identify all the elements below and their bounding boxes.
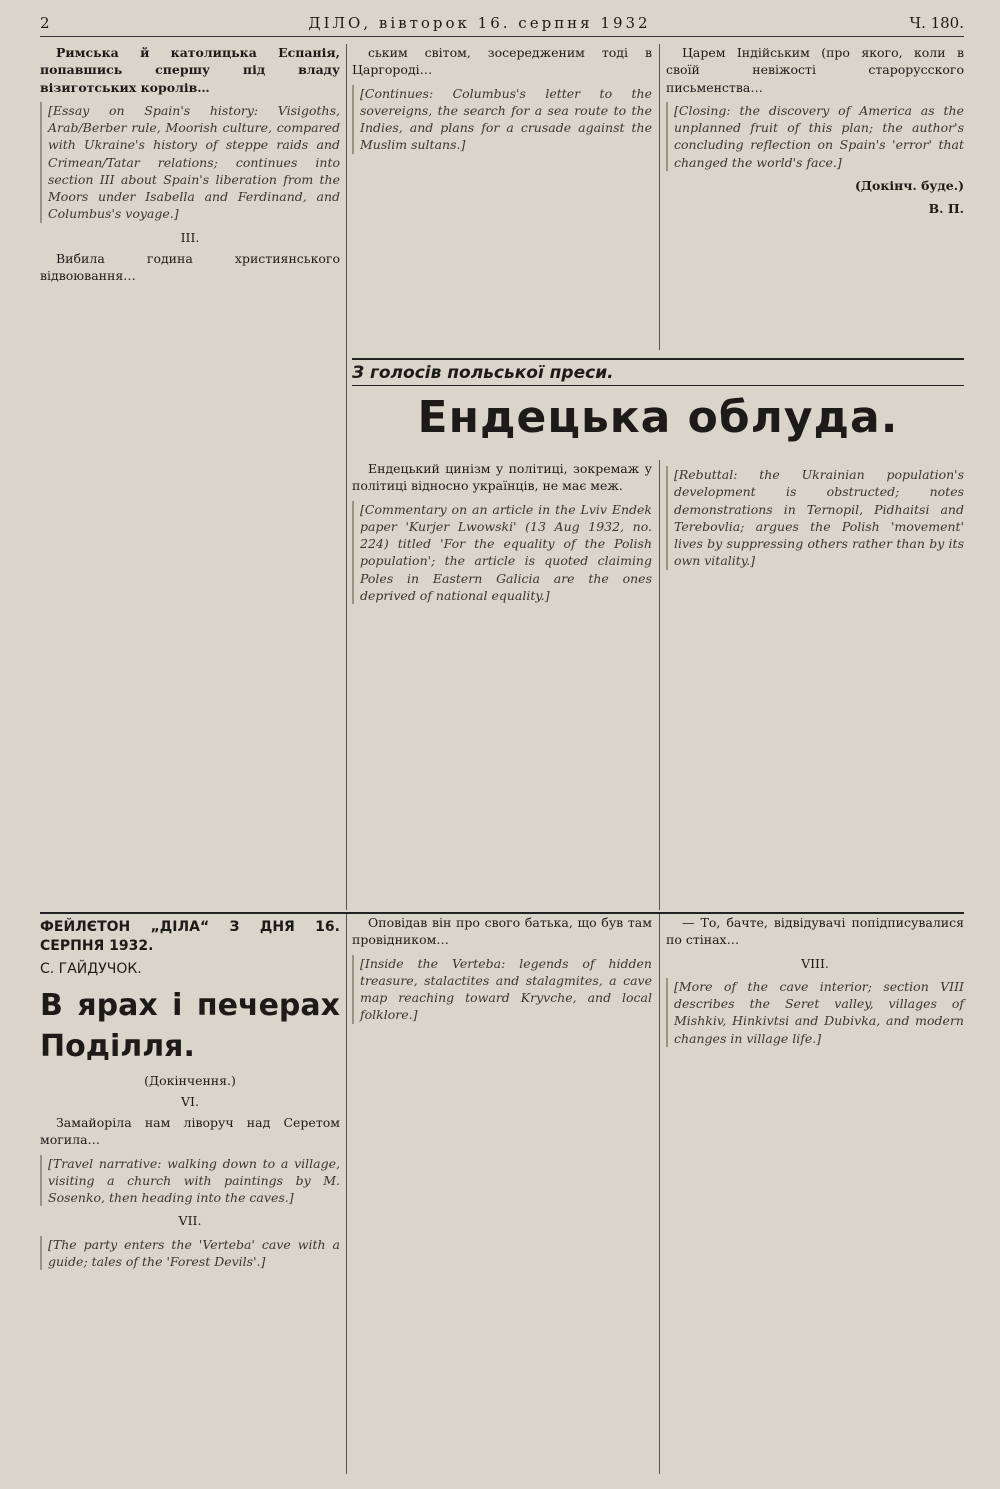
essay-col3-opening: Царем Індійським (про якого, коли в своїй невіжості старорусского письменства… [666,45,964,95]
feuilleton-rubric: ФЕЙЛЄТОН „ДІЛА“ З ДНЯ 16. СЕРПНЯ 1932. [40,919,340,955]
feuilleton-col3-opening: — То, бачте, відвідувачі попідписувалися по стінах… [666,915,964,948]
running-header [40,14,964,37]
feuilleton-author: С. ГАЙДУЧОК. [40,960,142,977]
essay-column-2 [352,44,652,350]
essay-column-1 [40,44,340,910]
press-summary-2: [Rebuttal: the Ukrainian population's development is obstructed; notes demonstrations in Ternopil, Pidhaitsi and Terebovlia; argues the Polish 'movement' lives by suppressing others rather than by its own vitality.] [666,466,964,570]
press-column-1 [352,460,652,910]
feuilleton-summary-2: [Inside the Vertebа: legends of hidden treasure, stalactites and stalagmites, a cave map reaching toward Kryvche, and local folklore.] [352,955,652,1024]
essay-col2-opening: ським світом, зосередженим тоді в Царгороді… [352,45,652,78]
feuilleton-summary-1: [Travel narrative: walking down to a village, visiting a church with paintings by M. Sosenko, then heading into the caves.] [40,1155,340,1207]
feuilleton-summary-3: [More of the cave interior; section VIII describes the Seret valley, villages of Mishkiv, Hinkivtsi and Dubivka, and modern changes in village life.] [666,978,964,1047]
essay-signature: В. П. [928,201,964,216]
feuilleton-opening: Замайоріла нам ліворуч над Серетом могила… [40,1115,340,1148]
press-title: Ендецька облуда. [417,392,899,443]
column-rule [659,914,660,1474]
essay-closing-tag: (Докінч. буде.) [854,177,964,193]
press-columns [352,460,964,910]
paper-date: ДІЛО, вівторок 16. серпня 1932 [308,14,651,32]
column-rule [346,914,347,1474]
feuilleton-title: В ярах і печерах Поділля. [40,987,340,1065]
essay-section-opening: Вибила година християнського відвоювання… [40,250,340,283]
feuilleton-section-vi: VI. [181,1093,199,1109]
press-rubric: З голосів польської преси. [352,358,964,386]
feuilleton-column-1 [40,914,340,1474]
column-rule [659,460,660,910]
feuilleton-section [40,912,964,1474]
upper-section [40,44,964,910]
essay-col2-summary: [Continues: Columbus's letter to the sovereigns, the search for a sea route to the Indies, and plans for a crusade against the Muslim sultans.] [352,85,652,154]
press-opening: Ендецький цинізм у політиці, зокремаж у політиці відносно українців, не має меж. [352,461,652,494]
feuilleton-col2-opening: Оповідав він про свого батька, що був там провідником… [352,915,652,948]
essay-section-marker: III. [180,229,200,245]
column-rule [659,44,660,350]
feuilleton-section-vii: VII. [178,1213,202,1229]
essay-col3-summary: [Closing: the discovery of America as the unplanned fruit of this plan; the author's concluding reflection on Spain's 'error' that changed the world's face.] [666,102,964,171]
press-summary-1: [Commentary on an article in the Lviv Endek paper 'Kurjer Lwowski' (13 Aug 1932, no. 224) titled 'For the equality of the Polish population'; the article is quoted claiming Poles in Eastern Galicia are the ones deprived of national equality.] [352,501,652,605]
essay-opening: Римська й католицька Еспанія, попавшись спершу під владу візиготських королів… [40,45,340,95]
feuilleton-subtitle: (Докінчення.) [144,1072,236,1088]
feuilleton-column-2 [352,914,652,1474]
feuilleton-section-viii: VIII. [801,955,829,971]
issue-number: Ч. 180. [909,14,964,32]
press-column-2 [666,460,964,910]
page-number: 2 [40,14,50,32]
essay-summary: [Essay on Spain's history: Visigoths, Arab/Berber rule, Moorish culture, compared with Ukraine's history of steppe raids and Crimean/Tatar relations; continues into section III about Spain's liberation from the Moors under Isabella and Ferdinand, and Columbus's voyage.] [40,102,340,223]
press-review [352,358,964,910]
feuilleton-column-3 [666,914,964,1474]
essay-column-3 [666,44,964,350]
feuilleton-summary-1b: [The party enters the 'Vertebа' cave with a guide; tales of the 'Forest Devils'.] [40,1236,340,1271]
column-rule [346,44,347,910]
